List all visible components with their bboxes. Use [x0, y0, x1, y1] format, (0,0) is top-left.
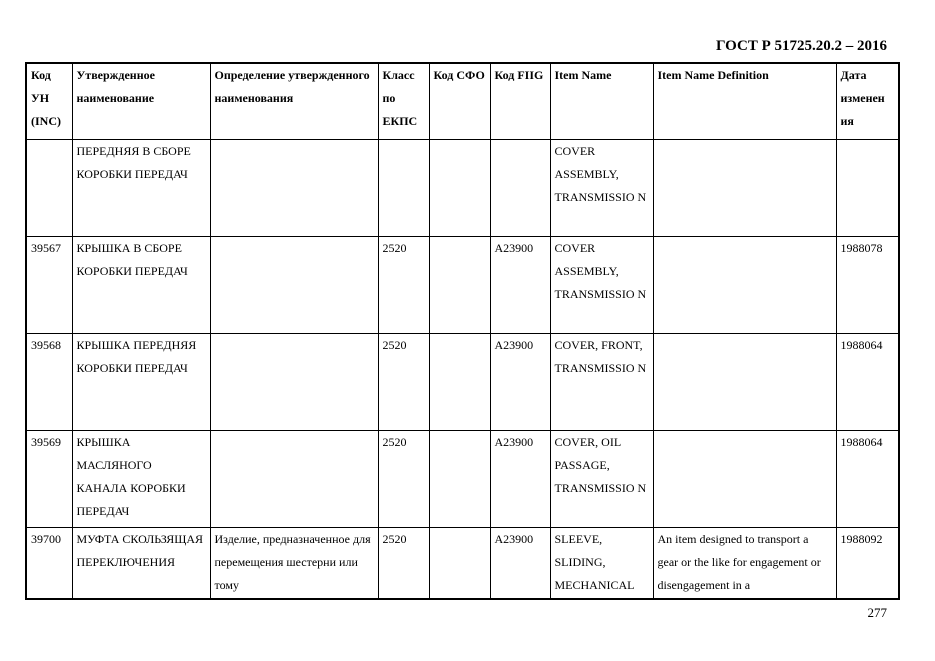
- cell-inc: 39569: [26, 430, 72, 527]
- column-header-sfo: Код СФО: [429, 63, 490, 139]
- cell-item-name-definition: [653, 139, 836, 236]
- table-row: [26, 333, 899, 430]
- table-row: [26, 139, 899, 236]
- cell-item-name-definition: [653, 236, 836, 333]
- cell-inc: 39568: [26, 333, 72, 430]
- cell-item-name-definition: [653, 333, 836, 430]
- cell-item-name: COVER, OIL PASSAGE, TRANSMISSIO N: [550, 430, 653, 527]
- cell-fiig: A23900: [490, 333, 550, 430]
- table-row: [26, 236, 899, 333]
- cell-change-date: 1988064: [836, 430, 899, 527]
- cell-inc: 39567: [26, 236, 72, 333]
- cell-class: 2520: [378, 333, 429, 430]
- page-number: 277: [867, 605, 887, 620]
- document-standard-header: ГОСТ Р 51725.20.2 – 2016: [715, 38, 887, 54]
- cell-class: [378, 139, 429, 236]
- cell-approved-name: МУФТА СКОЛЬЗЯЩАЯ ПЕРЕКЛЮЧЕНИЯ: [72, 527, 210, 599]
- cell-sfo: [429, 430, 490, 527]
- column-header-item-name-definition: Item Name Definition: [653, 63, 836, 139]
- nomenclature-table: [25, 62, 900, 600]
- table-row: [26, 527, 899, 599]
- cell-item-name: COVER ASSEMBLY, TRANSMISSIO N: [550, 236, 653, 333]
- cell-class: 2520: [378, 527, 429, 599]
- cell-sfo: [429, 139, 490, 236]
- column-header-change-date: Дата изменен ия: [836, 63, 899, 139]
- cell-inc: 39700: [26, 527, 72, 599]
- cell-definition: [210, 139, 378, 236]
- cell-change-date: 1988092: [836, 527, 899, 599]
- cell-item-name: SLEEVE, SLIDING, MECHANICAL: [550, 527, 653, 599]
- cell-definition: [210, 430, 378, 527]
- cell-definition: [210, 333, 378, 430]
- cell-fiig: [490, 139, 550, 236]
- table-row: [26, 430, 899, 527]
- cell-class: 2520: [378, 236, 429, 333]
- cell-item-name-definition: An item designed to transport a gear or the like for engagement or disengagement in a: [653, 527, 836, 599]
- cell-item-name: COVER ASSEMBLY, TRANSMISSIO N: [550, 139, 653, 236]
- cell-change-date: 1988064: [836, 333, 899, 430]
- cell-fiig: A23900: [490, 527, 550, 599]
- cell-inc: [26, 139, 72, 236]
- cell-approved-name: КРЫШКА ПЕРЕДНЯЯ КОРОБКИ ПЕРЕДАЧ: [72, 333, 210, 430]
- cell-change-date: 1988078: [836, 236, 899, 333]
- cell-item-name-definition: [653, 430, 836, 527]
- cell-approved-name: КРЫШКА В СБОРЕ КОРОБКИ ПЕРЕДАЧ: [72, 236, 210, 333]
- cell-sfo: [429, 333, 490, 430]
- cell-sfo: [429, 236, 490, 333]
- column-header-definition: Определение утвержденного наименования: [210, 63, 378, 139]
- column-header-item-name: Item Name: [550, 63, 653, 139]
- cell-definition: Изделие, предназначенное для перемещения шестерни или тому: [210, 527, 378, 599]
- cell-class: 2520: [378, 430, 429, 527]
- cell-approved-name: ПЕРЕДНЯЯ В СБОРЕ КОРОБКИ ПЕРЕДАЧ: [72, 139, 210, 236]
- column-header-approved-name: Утвержденное наименование: [72, 63, 210, 139]
- cell-sfo: [429, 527, 490, 599]
- cell-approved-name: КРЫШКА МАСЛЯНОГО КАНАЛА КОРОБКИ ПЕРЕДАЧ: [72, 430, 210, 527]
- column-header-inc: Код УН (INC): [26, 63, 72, 139]
- table-header-row: [26, 63, 899, 139]
- column-header-class: Класс по ЕКПС: [378, 63, 429, 139]
- cell-change-date: [836, 139, 899, 236]
- cell-item-name: COVER, FRONT, TRANSMISSIO N: [550, 333, 653, 430]
- column-header-fiig: Код FIIG: [490, 63, 550, 139]
- cell-fiig: A23900: [490, 430, 550, 527]
- cell-definition: [210, 236, 378, 333]
- cell-fiig: A23900: [490, 236, 550, 333]
